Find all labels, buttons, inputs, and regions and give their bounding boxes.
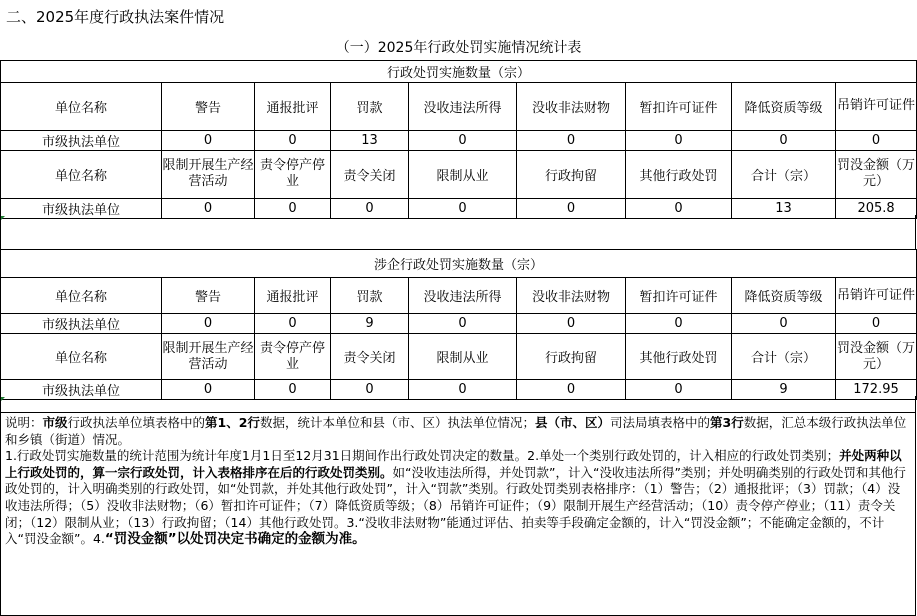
- data-cell: 市级执法单位: [1, 198, 162, 218]
- header-cell: 没收非法财物: [517, 82, 626, 130]
- notes-bold-text: 市级: [42, 415, 68, 430]
- notes-text: 数据，汇总本级行政执法单位和乡镇（街道）情况。: [5, 415, 907, 447]
- header-cell: 没收非法财物: [517, 278, 626, 314]
- header-cell: 暂扣许可证件: [626, 278, 732, 314]
- notes-bold-text: 县（市、区）: [534, 415, 610, 430]
- cell-indicator-icon: [1, 397, 5, 401]
- data-cell: 0: [732, 314, 836, 334]
- header-cell: 单位名称: [1, 334, 162, 380]
- data-cell: 市级执法单位: [1, 314, 162, 334]
- data-cell: 0: [162, 314, 255, 334]
- data-cell: 0: [626, 314, 732, 334]
- data-cell: 0: [732, 130, 836, 150]
- data-cell: 0: [517, 130, 626, 150]
- header-cell: 行政拘留: [517, 334, 626, 380]
- spacer-row: [0, 215, 916, 249]
- header-cell: 其他行政处罚: [626, 150, 732, 198]
- notes-bold-text: 第3行: [710, 415, 744, 430]
- header-cell: 行政拘留: [517, 150, 626, 198]
- notes-text: 说明：: [5, 415, 43, 430]
- header-cell: 罚没金额（万元）: [836, 334, 917, 380]
- header-cell: 责令停产停业: [255, 150, 331, 198]
- penalty-table: [0, 34, 917, 219]
- header-cell: 吊销许可证件: [836, 82, 917, 130]
- data-cell: 市级执法单位: [1, 380, 162, 400]
- header-cell: 警告: [162, 278, 255, 314]
- header-cell: 吊销许可证件: [836, 278, 917, 314]
- notes-text: 数据，统计本单位和县（市、区）执法单位情况；: [259, 415, 535, 430]
- data-cell: 0: [409, 130, 517, 150]
- header-cell: 单位名称: [1, 278, 162, 314]
- data-cell: 9: [331, 314, 409, 334]
- notes-paragraph-2: [5, 448, 911, 548]
- data-cell: 13: [732, 198, 836, 218]
- notes-text: 1.行政处罚实施数量的统计范围为统计年度1月1日至12月31日期间作出行政处罚决定的数量。2.单处一个类别行政处罚的，计入相应的行政处罚类别；: [5, 448, 840, 464]
- data-cell: 172.95: [836, 380, 917, 400]
- data-cell: 205.8: [836, 198, 917, 218]
- header-cell: 暂扣许可证件: [626, 82, 732, 130]
- data-cell: 0: [255, 380, 331, 400]
- header-cell: 通报批评: [255, 278, 331, 314]
- header-cell: 限制从业: [409, 150, 517, 198]
- data-cell: 0: [626, 130, 732, 150]
- header-cell: 罚款: [331, 82, 409, 130]
- header-cell: 合计（宗）: [732, 150, 836, 198]
- data-cell: 0: [331, 198, 409, 218]
- header-cell: 限制开展生产经营活动: [162, 334, 255, 380]
- header-cell: 降低资质等级: [732, 82, 836, 130]
- data-cell: 0: [331, 380, 409, 400]
- data-cell: 9: [732, 380, 836, 400]
- section-caption: 涉企行政处罚实施数量（宗）: [1, 250, 917, 278]
- header-cell: 限制开展生产经营活动: [162, 150, 255, 198]
- header-cell: 单位名称: [1, 82, 162, 130]
- header-cell: 没收违法所得: [409, 278, 517, 314]
- header-cell: 没收违法所得: [409, 82, 517, 130]
- data-cell: 0: [255, 314, 331, 334]
- header-cell: 合计（宗）: [732, 334, 836, 380]
- data-cell: 0: [626, 380, 732, 400]
- section-caption: 行政处罚实施数量（宗）: [1, 60, 917, 82]
- header-cell: 降低资质等级: [732, 278, 836, 314]
- header-cell: 单位名称: [1, 150, 162, 198]
- explanation-notes: [0, 412, 916, 616]
- header-cell: 责令关闭: [331, 150, 409, 198]
- data-cell: 0: [162, 198, 255, 218]
- table-title: （一）2025年行政处罚实施情况统计表: [1, 34, 917, 60]
- data-cell: 市级执法单位: [1, 130, 162, 150]
- header-cell: 限制从业: [409, 334, 517, 380]
- data-cell: 0: [409, 198, 517, 218]
- header-cell: 责令关闭: [331, 334, 409, 380]
- header-cell: 责令停产停业: [255, 334, 331, 380]
- data-cell: 0: [836, 130, 917, 150]
- data-cell: 0: [517, 314, 626, 334]
- notes-paragraph-1: [5, 415, 911, 448]
- header-cell: 其他行政处罚: [626, 334, 732, 380]
- spacer-row: [0, 396, 916, 412]
- data-cell: 0: [836, 314, 917, 334]
- data-cell: 0: [409, 314, 517, 334]
- data-cell: 0: [409, 380, 517, 400]
- data-cell: 13: [331, 130, 409, 150]
- data-cell: 0: [162, 130, 255, 150]
- page-heading: 二、2025年度行政执法案件情况: [6, 8, 225, 26]
- header-cell: 罚款: [331, 278, 409, 314]
- data-cell: 0: [517, 198, 626, 218]
- header-cell: 通报批评: [255, 82, 331, 130]
- notes-text: 如“没收违法所得，并处罚款”，计入“没收违法所得”类别；并处明确类别的行政处罚和其他行政处罚的，计入明确类别的行政处罚，如“处罚款，并处其他行政处罚”，计入“罚款”类别。行政处罚类别表格排序：（1）警告；（2）通报批评；（3）罚款；（4）没收违法所得；（5）没收非法财物；（6）暂扣许可证件；（7）降低资质等级；（8）吊销许可证件；（9）限制开展生产经营活动；（10）责令停产停业；（11）责令关闭；（12）限制从业；（13）行政拘留；（14）其他行政处罚。3.“没收非法财物”能通过评估、拍卖等手段确定金额的，计入“罚没金额”；不能确定金额的，不计入“罚没金额”。4.: [5, 464, 906, 547]
- data-cell: 0: [626, 198, 732, 218]
- header-cell: 警告: [162, 82, 255, 130]
- notes-text: 行政执法单位填表格中的: [67, 415, 206, 430]
- data-cell: 0: [255, 198, 331, 218]
- data-cell: 0: [162, 380, 255, 400]
- notes-bold-text: “罚没金额”以处罚决定书确定的金额为准。: [104, 531, 366, 548]
- header-cell: 罚没金额（万元）: [836, 150, 917, 198]
- notes-bold-text: 第1、2行: [205, 415, 260, 430]
- data-cell: 0: [255, 130, 331, 150]
- notes-text: 司法局填表格中的: [609, 415, 710, 430]
- cell-indicator-icon: [1, 216, 5, 220]
- notes-bold-text: 并处两种以上行政处罚的，算一宗行政处罚，计入表格排序在后的行政处罚类别。: [5, 448, 902, 480]
- enterprise-penalty-table: [0, 249, 917, 400]
- data-cell: 0: [517, 380, 626, 400]
